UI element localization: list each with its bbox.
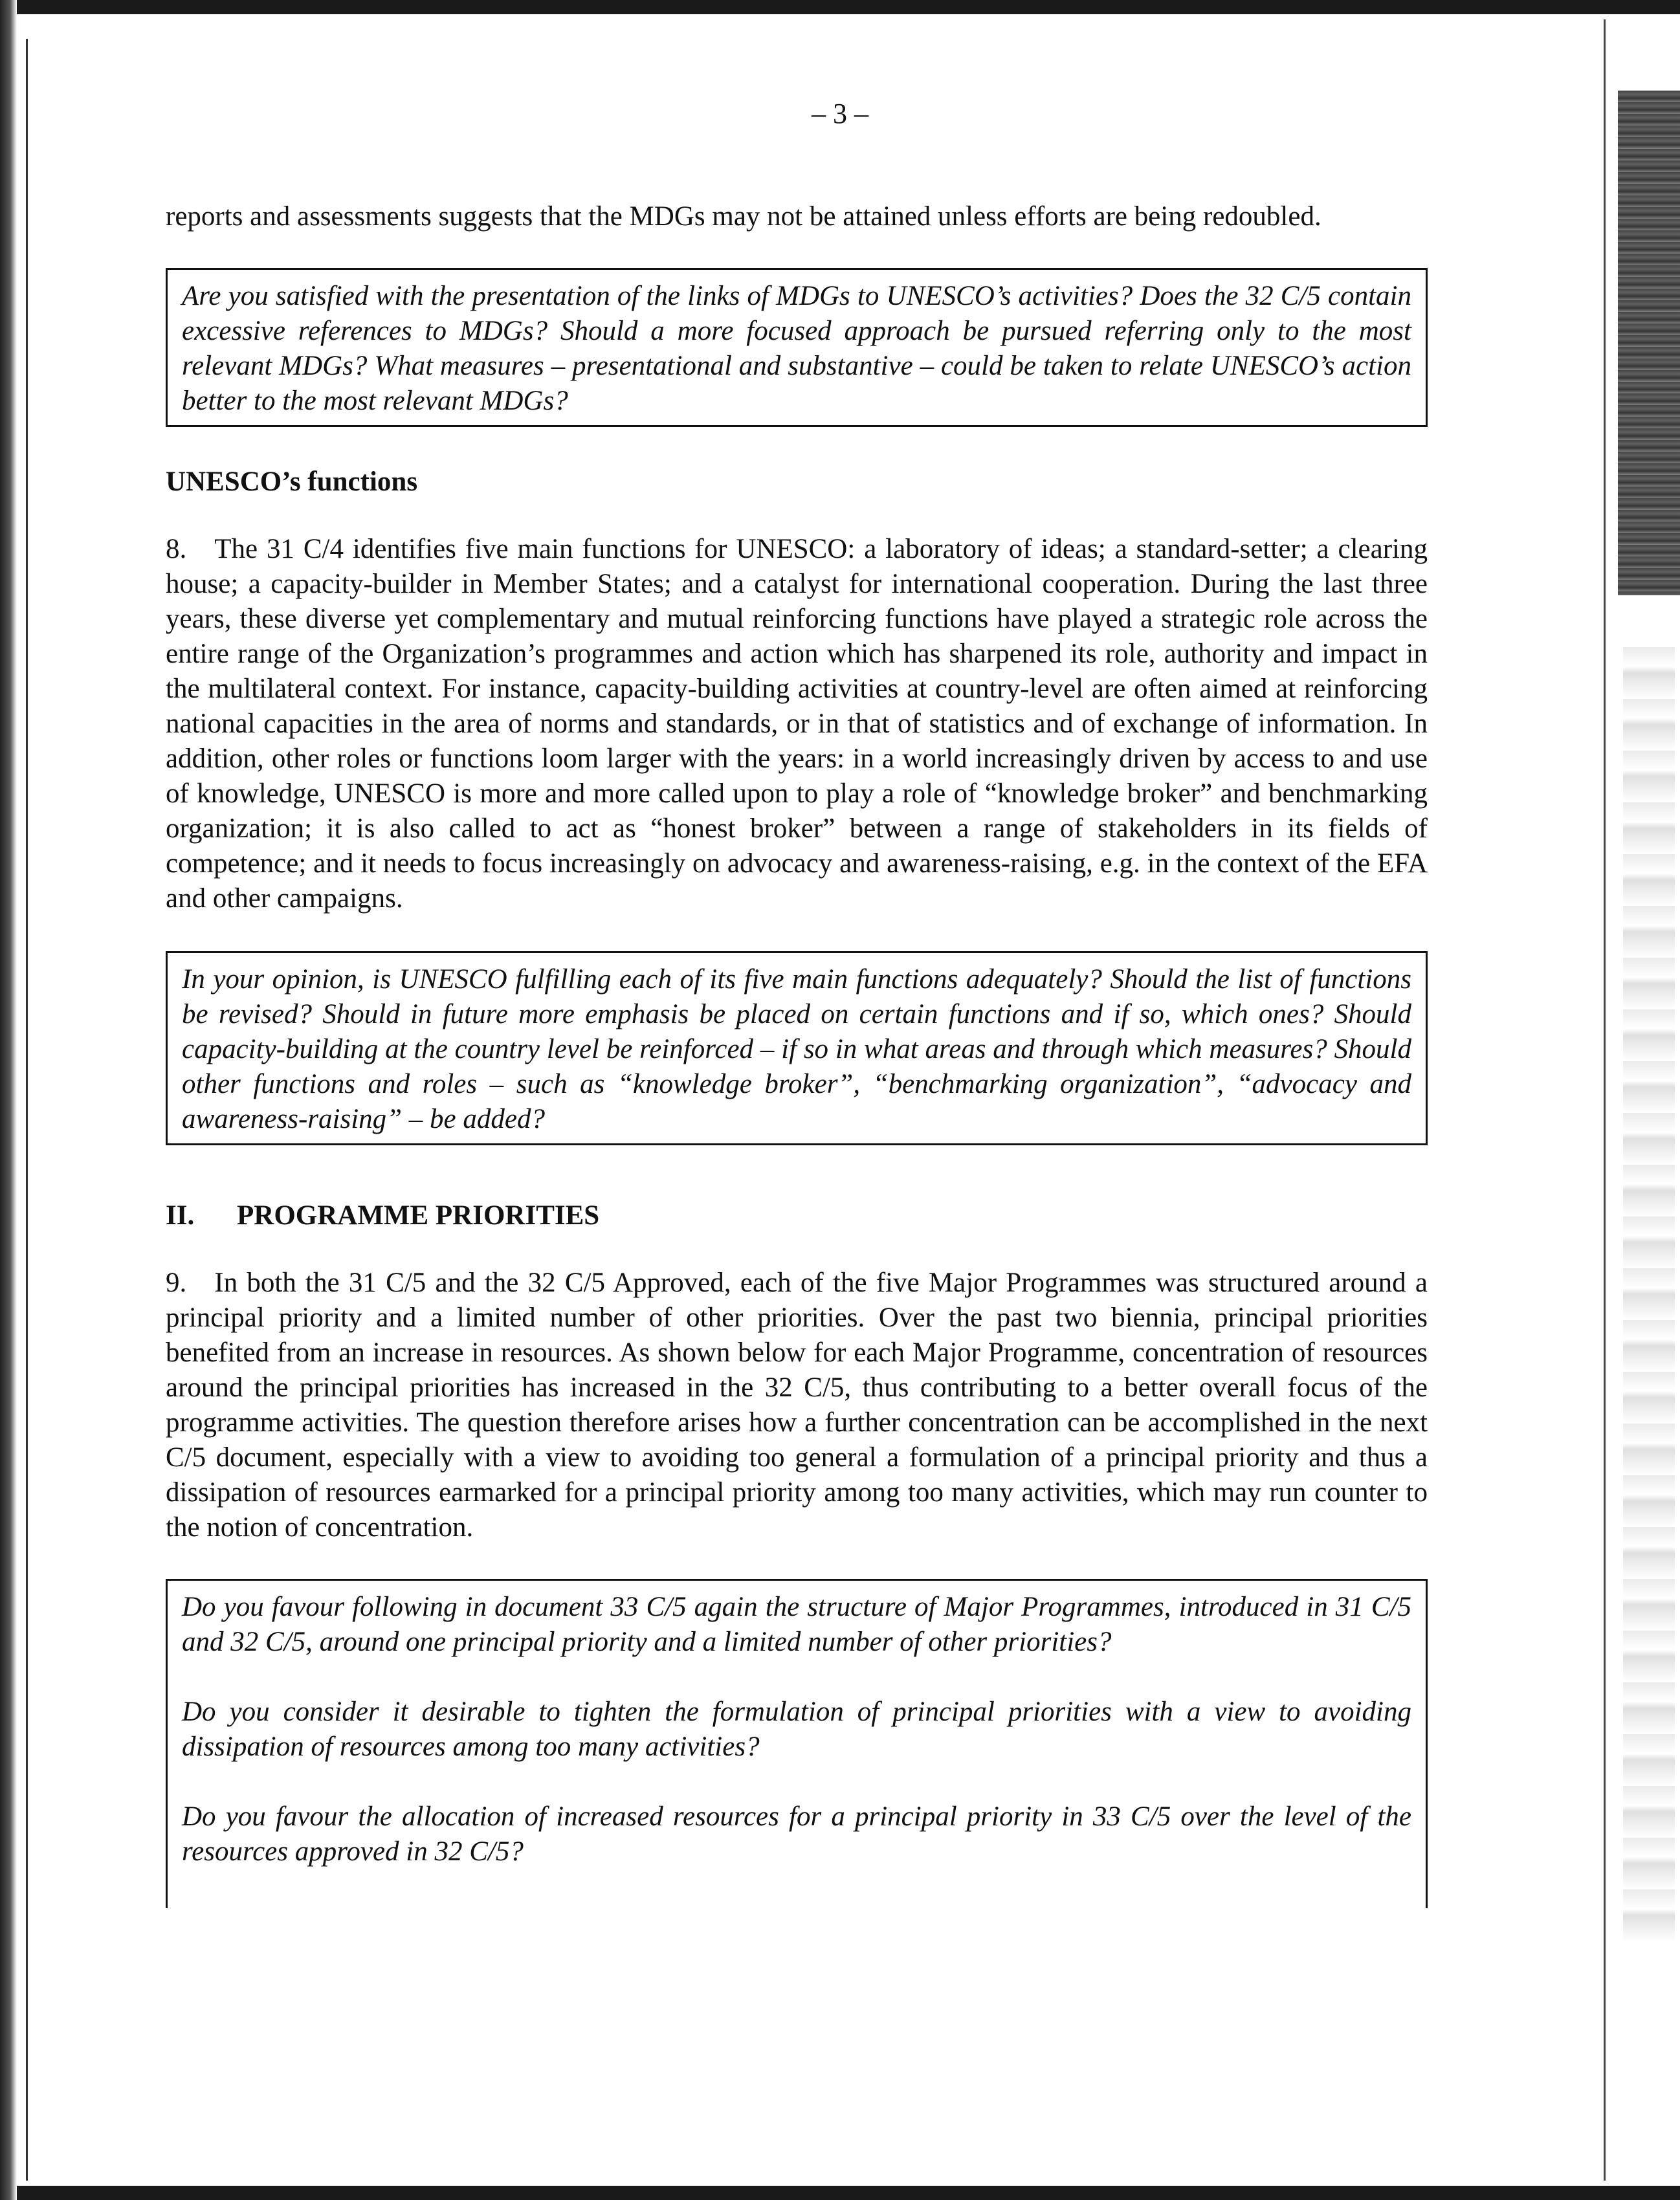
chapter-heading-priorities [166, 1198, 1428, 1233]
question-box-text: In your opinion, is UNESCO fulfilling each of its five main functions adequately? Should the list of functions be revised? Should in future more emphasis be placed on certain functions and if so, which ones? Should capacity-building at the country level be reinforced – if so in what areas and through which measures? Should other functions and roles – such as “knowledge broker”, “benchmarking organization”, “advocacy and awareness-raising” – be added? [182, 964, 1411, 1134]
chapter-title: PROGRAMME PRIORITIES [237, 1200, 600, 1231]
question-box-functions [166, 951, 1428, 1145]
paragraph-8: 8. The 31 C/4 identifies five main functions for UNESCO: a laboratory of ideas; a standard-setter; a clearing house; a capacity-builder in Member States; and a catalyst for international cooperation. During the last three years, these diverse yet complementary and mutual reinforcing functions have played a strategic role across the entire range of the Organization’s programmes and action which has sharpened its role, authority and impact in the multilateral context. For instance, capacity-building activities at country-level are often aimed at reinforcing national capacities in the area of norms and standards, or in that of statistics and of exchange of information. In addition, other roles or functions loom larger with the years: in a world increasingly driven by access to and use of knowledge, UNESCO is more and more called upon to play a role of “knowledge broker” and benchmarking organization; it is also called to act as “honest broker” between a range of stakeholders in its fields of competence; and it needs to focus increasingly on advocacy and awareness-raising, e.g. in the context of the EFA and other campaigns. [166, 534, 1428, 914]
document-body [166, 97, 1428, 1908]
question-box-item: Do you favour following in document 33 C/5 again the structure of Major Programmes, introduced in 31 C/5 and 32 C/5, around one principal priority and a limited number of other priorities? [182, 1592, 1411, 1657]
scan-edge-top [0, 0, 1680, 14]
question-box-item: Do you consider it desirable to tighten the formulation of principal priorities with a view to avoiding dissipation of resources among too many activities? [182, 1697, 1411, 1762]
scan-edge-bottom [0, 2186, 1680, 2200]
page-number: – 3 – [812, 98, 868, 129]
scan-edge-right-line [1604, 19, 1606, 2181]
question-box-text: Are you satisfied with the presentation of the links of MDGs to UNESCO’s activities? Does the 32 C/5 contain excessive references to MDGs? Should a more focused approach be pursued referring only to the most relevant MDGs? What measures – presentational and substantive – could be taken to relate UNESCO’s action better to the most relevant MDGs? [182, 281, 1411, 416]
paragraph-continued: reports and assessments suggests that the MDGs may not be attained unless efforts are being redoubled. [166, 201, 1321, 232]
question-box-priorities [166, 1579, 1428, 1908]
chapter-number: II. [166, 1200, 195, 1231]
question-box-mdgs [166, 268, 1428, 427]
scan-edge-right-noise [1623, 647, 1675, 1941]
section-heading-functions: UNESCO’s functions [166, 467, 418, 497]
scan-binding-line [26, 39, 28, 2181]
paragraph-9: 9. In both the 31 C/5 and the 32 C/5 Approved, each of the five Major Programmes was structured around a principal priority and a limited number of other priorities. Over the past two biennia, principal priorities benefited from an increase in resources. As shown below for each Major Programme, concentration of resources around the principal priorities has increased in the 32 C/5, thus contributing to a better overall focus of the programme activities. The question therefore arises how a further concentration can be accomplished in the next C/5 document, especially with a view to avoiding too general a formulation of a principal priority and thus a dissipation of resources earmarked for a principal priority among too many activities, which may run counter to the notion of concentration. [166, 1268, 1428, 1543]
question-box-item: Do you favour the allocation of increased resources for a principal priority in 33 C/5 over the level of the resources approved in 32 C/5? [182, 1801, 1411, 1867]
scan-edge-right-strip [1618, 91, 1680, 595]
scan-edge-left [0, 0, 17, 2200]
